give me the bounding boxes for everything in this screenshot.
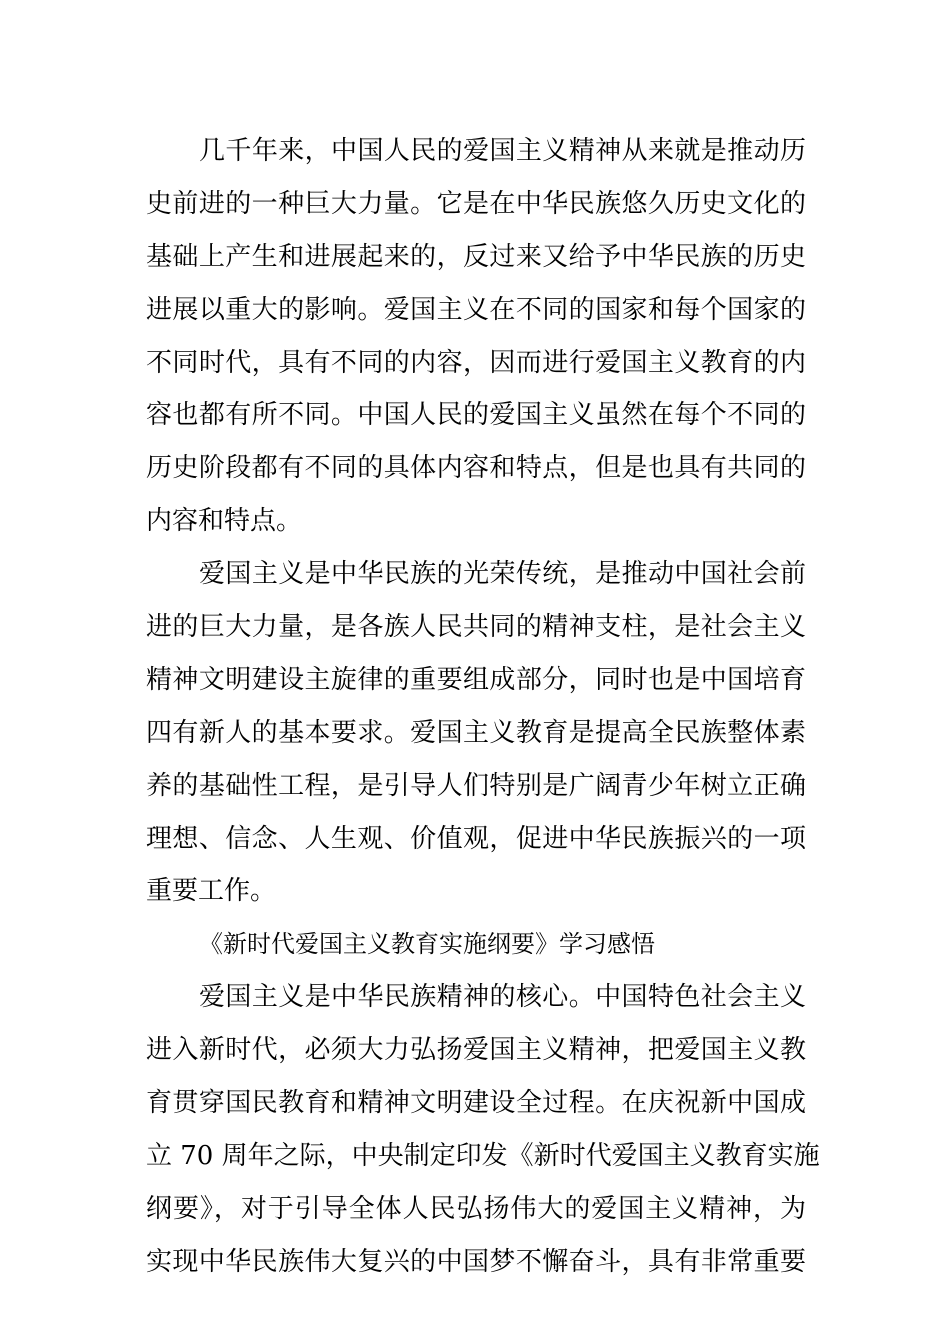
paragraph-2-line-5: 养的基础性工程，是引导人们特别是广阔青少年树立正确 [146,770,806,801]
paragraph-1-line-4: 进展以重大的影响。爱国主义在不同的国家和每个国家的 [146,294,806,325]
paragraph-2-line-4: 四有新人的基本要求。爱国主义教育是提高全民族整体素 [146,717,806,748]
paragraph-2-line-6: 理想、信念、人生观、价值观，促进中华民族振兴的一项 [146,823,806,854]
paragraph-3-line-2: 进入新时代，必须大力弘扬爱国主义精神，把爱国主义教 [146,1035,806,1066]
paragraph-3-line-6: 实现中华民族伟大复兴的中国梦不懈奋斗，具有非常重要 [146,1246,806,1277]
section-subtitle: 《新时代爱国主义教育实施纲要》学习感悟 [199,930,655,959]
paragraph-1-line-1: 几千年来，中国人民的爱国主义精神从来就是推动历 [199,136,806,166]
paragraph-1-line-8: 内容和特点。 [146,506,303,537]
paragraph-1-line-3: 基础上产生和进展起来的，反过来又给予中华民族的历史 [146,241,806,272]
paragraph-1-line-7: 历史阶段都有不同的具体内容和特点，但是也具有共同的 [146,453,806,484]
paragraph-3-line-4: 立 70 周年之际，中央制定印发《新时代爱国主义教育实施 [146,1140,820,1171]
paragraph-3-line-1: 爱国主义是中华民族精神的核心。中国特色社会主义 [199,982,806,1013]
paragraph-3-line-5: 纲要》，对于引导全体人民弘扬伟大的爱国主义精神，为 [146,1193,806,1224]
paragraph-2-line-3: 精神文明建设主旋律的重要组成部分，同时也是中国培育 [146,664,806,695]
paragraph-1-line-5: 不同时代，具有不同的内容，因而进行爱国主义教育的内 [146,347,806,378]
paragraph-1-line-6: 容也都有所不同。中国人民的爱国主义虽然在每个不同的 [146,400,806,431]
paragraph-3-line-3: 育贯穿国民教育和精神文明建设全过程。在庆祝新中国成 [146,1088,806,1119]
paragraph-2-line-2: 进的巨大力量，是各族人民共同的精神支柱，是社会主义 [146,612,806,643]
document-body [146,125,820,1289]
paragraph-2-line-7: 重要工作。 [146,876,277,907]
paragraph-1-line-2: 史前进的一种巨大力量。它是在中华民族悠久历史文化的 [146,188,806,219]
paragraph-2-line-1: 爱国主义是中华民族的光荣传统，是推动中国社会前 [199,559,806,590]
